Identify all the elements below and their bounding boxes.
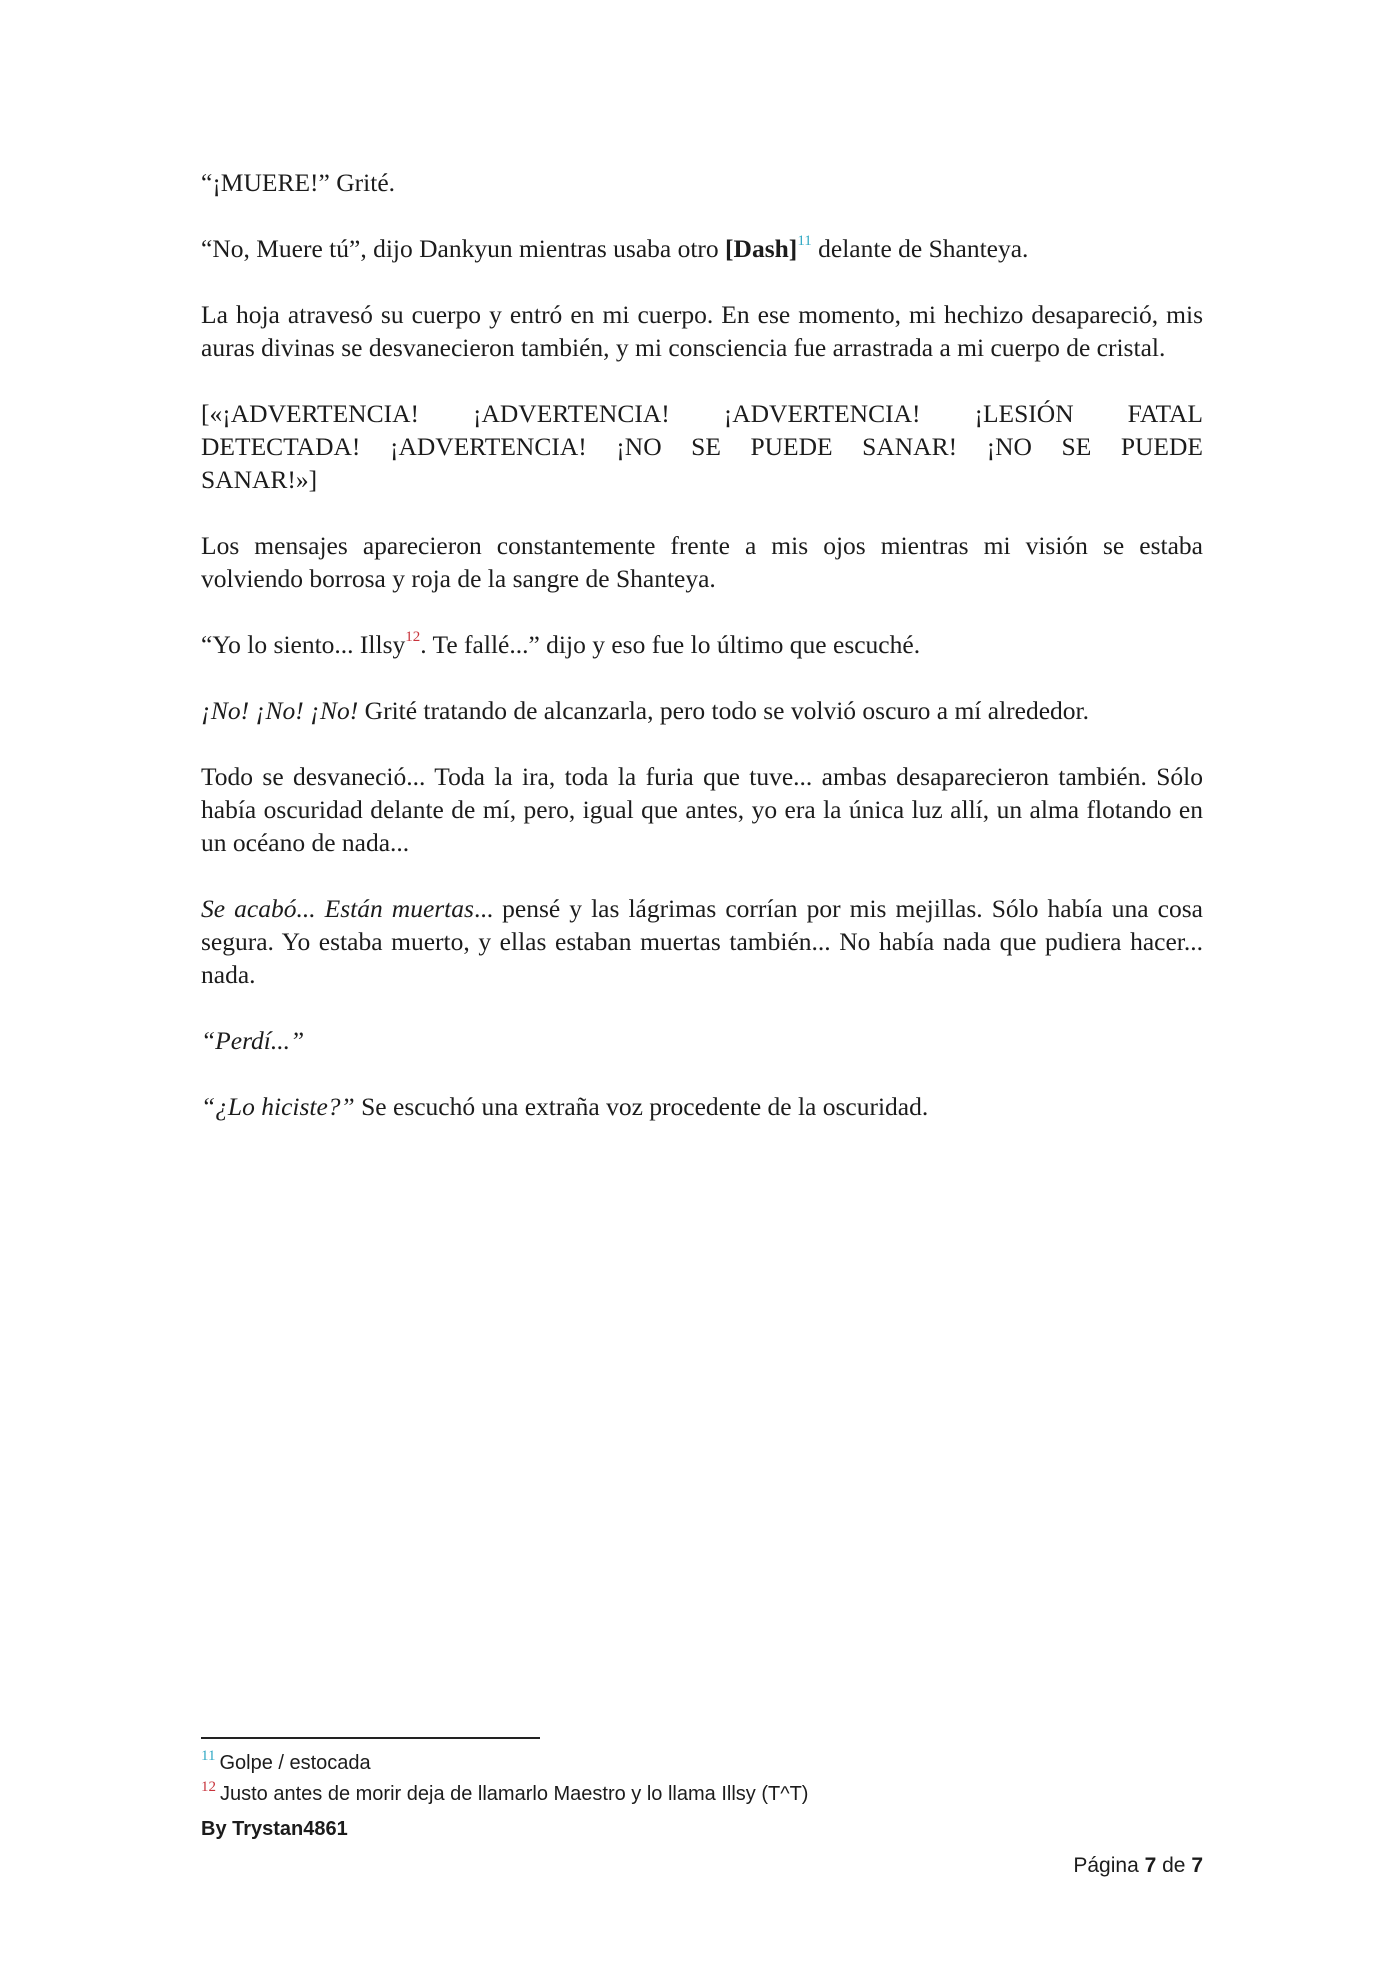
footnote: [201, 1748, 1201, 1779]
text-run: “No, Muere tú”, dijo Dankyun mientras usaba otro: [201, 234, 726, 263]
paragraph: Todo se desvaneció... Toda la ira, toda la furia que tuve... ambas desaparecieron también. Sólo había oscuridad delante de mí, pero, igual que antes, yo era la única luz allí, un alma flotando en un océano de nada...: [201, 762, 1203, 857]
italic-text: “¿Lo hiciste?”: [201, 1092, 355, 1121]
paragraph: [201, 232, 1203, 265]
footnote-reference[interactable]: 11: [797, 233, 812, 249]
system-message-line: SANAR!»]: [201, 465, 318, 494]
paragraph: [201, 628, 1203, 661]
footnote: [201, 1779, 1201, 1810]
total-pages: 7: [1191, 1854, 1203, 1877]
footnote-text: Justo antes de morir deja de llamarlo Maestro y lo llama Illsy (T^T): [220, 1783, 809, 1805]
footnote-number: 11: [201, 1748, 216, 1764]
footnote-text: Golpe / estocada: [219, 1752, 371, 1774]
text-run: . Te fallé...” dijo y eso fue lo último que escuché.: [420, 630, 921, 659]
paragraph: [201, 694, 1203, 727]
page-label: Página: [1073, 1854, 1145, 1877]
author-byline: By Trystan4861: [201, 1818, 348, 1840]
footnotes: [201, 1748, 1201, 1845]
footnote-number: 12: [201, 1779, 216, 1795]
text-run: Grité tratando de alcanzarla, pero todo se volvió oscuro a mí alrededor.: [358, 696, 1090, 725]
text-run: ... pensé y las lágrimas corrían por mis mejillas. Sólo había una cosa segura. Yo estaba muerto, y ellas estaban muertas también... No había nada que pudiera hacer... nada.: [201, 894, 1203, 989]
paragraph: [201, 1090, 1203, 1123]
current-page: 7: [1144, 1854, 1157, 1877]
skill-name: [Dash]: [725, 234, 798, 263]
text-run: “Yo lo siento... Illsy: [201, 630, 406, 659]
text-run: delante de Shanteya.: [811, 234, 1029, 263]
text-run: Se escuchó una extraña voz procedente de la oscuridad.: [354, 1092, 929, 1121]
document-body: [201, 166, 1203, 1156]
system-message-line: [«¡ADVERTENCIA! ¡ADVERTENCIA! ¡ADVERTENCIA! ¡LESIÓN FATAL: [201, 399, 1203, 428]
italic-text: Se acabó... Están muertas: [201, 894, 474, 923]
italic-text: ¡No! ¡No! ¡No!: [201, 696, 359, 725]
system-message-paragraph: [201, 397, 1203, 496]
page-separator: de: [1156, 1854, 1192, 1877]
page-number: [1073, 1854, 1203, 1878]
paragraph: La hoja atravesó su cuerpo y entró en mi cuerpo. En ese momento, mi hechizo desapareció, mis auras divinas se desvanecieron también, y mi consciencia fue arrastrada a mi cuerpo de cristal.: [201, 300, 1203, 362]
paragraph: Los mensajes aparecieron constantemente frente a mis ojos mientras mi visión se estaba volviendo borrosa y roja de la sangre de Shanteya.: [201, 531, 1203, 593]
footnote-reference[interactable]: 12: [405, 629, 421, 645]
system-message-line: DETECTADA! ¡ADVERTENCIA! ¡NO SE PUEDE SANAR! ¡NO SE PUEDE: [201, 432, 1203, 461]
footnote-separator: [201, 1737, 540, 1739]
paragraph: “Perdí...”: [201, 1026, 305, 1055]
paragraph: [201, 892, 1203, 991]
paragraph: “¡MUERE!” Grité.: [201, 168, 396, 197]
